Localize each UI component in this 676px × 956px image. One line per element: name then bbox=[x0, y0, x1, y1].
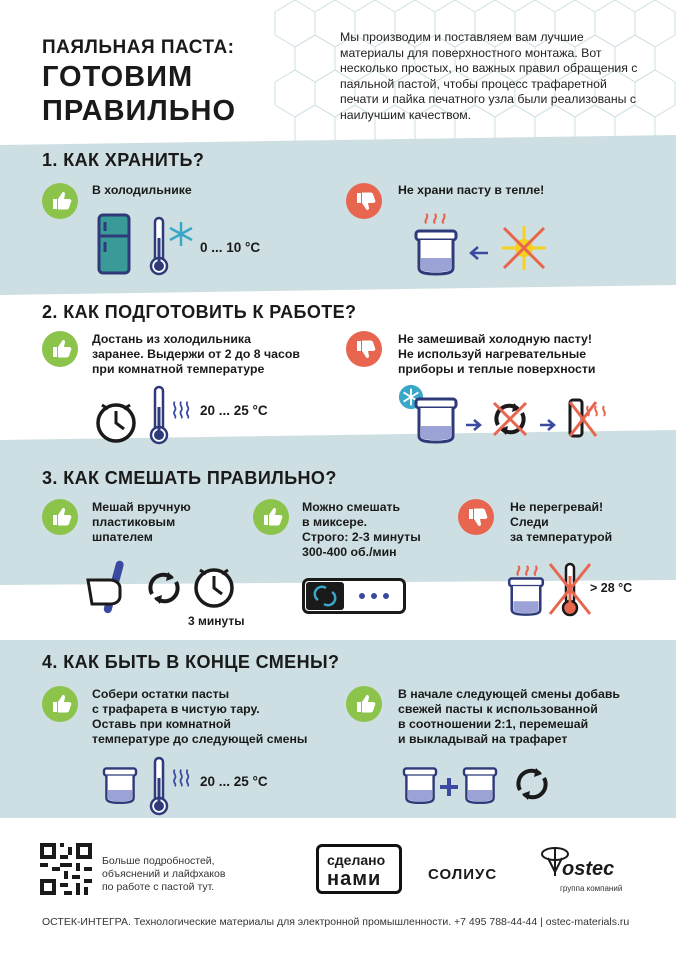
section-3-time: 3 минуты bbox=[188, 614, 245, 628]
title-line-2: ГОТОВИМ bbox=[42, 61, 194, 93]
section-4-good1-line-1: Собери остатки пасты bbox=[92, 687, 230, 701]
thumb-up-icon bbox=[42, 686, 78, 722]
thumb-down-icon bbox=[458, 499, 494, 535]
section-4-good2-line-2: свежей пасты к использованной bbox=[398, 702, 598, 716]
thermometer-icon bbox=[148, 756, 170, 816]
section-3-good1-line-2: пластиковым bbox=[92, 515, 176, 529]
section-3-bad-temp: > 28 °C bbox=[590, 581, 633, 595]
jar-icon bbox=[412, 228, 460, 278]
solius-logo: СОЛИУС bbox=[428, 866, 498, 883]
thumb-up-icon bbox=[42, 499, 78, 535]
clock-icon bbox=[94, 401, 138, 445]
thumb-down-icon bbox=[346, 183, 382, 219]
section-1-title: 1. КАК ХРАНИТЬ? bbox=[42, 150, 205, 170]
thumb-up-icon bbox=[253, 499, 289, 535]
more-info-text: Больше подробностей, объяснений и лайфхаков по работе с пастой тут. bbox=[102, 855, 226, 893]
rotate-icon bbox=[510, 762, 554, 806]
heat-waves-icon bbox=[172, 766, 194, 788]
section-3-bad-line-2: Следи bbox=[510, 515, 549, 529]
section-4-good2-line-4: и выкладывай на трафарет bbox=[398, 732, 568, 746]
section-3-good2-line-1: Можно смешать bbox=[302, 500, 401, 514]
section-4-good2-line-3: в соотношении 2:1, перемешай bbox=[398, 717, 589, 731]
sun-icon bbox=[498, 222, 550, 274]
section-2-temp: 20 ... 25 °C bbox=[200, 403, 268, 418]
section-4-title: 4. КАК БЫТЬ В КОНЦЕ СМЕНЫ? bbox=[42, 652, 340, 672]
fridge-icon bbox=[96, 212, 132, 278]
section-3-good1-line-1: Мешай вручную bbox=[92, 500, 191, 514]
section-3-good2-line-4: 300-400 об./мин bbox=[302, 545, 397, 559]
intro-text: Мы производим и поставляем вам лучшие материалы для поверхностного монтажа. Вот несколько простых, но важных правил обращения с паяльной пастой, чтобы процесс трафаретной печати и пайка печатного узла были реализованы с наилучшим качеством. bbox=[340, 30, 638, 122]
arrow-right-icon bbox=[538, 418, 558, 432]
section-4-temp: 20 ... 25 °C bbox=[200, 774, 268, 789]
section-1-temp: 0 ... 10 °C bbox=[200, 240, 261, 255]
thumb-up-icon bbox=[346, 686, 382, 722]
section-3-bad-line-1: Не перегревай! bbox=[510, 500, 604, 514]
thumb-up-icon bbox=[42, 183, 78, 219]
heater-icon bbox=[566, 396, 610, 440]
section-2-bad-line-1: Не замешивай холодную пасту! bbox=[398, 332, 592, 346]
jar-icon bbox=[412, 396, 460, 446]
thumb-up-icon bbox=[42, 331, 78, 367]
section-3-good2-line-3: Строго: 2-3 минуты bbox=[302, 530, 421, 544]
plus-icon bbox=[438, 776, 460, 798]
snowflake-icon bbox=[167, 220, 195, 248]
jar-icon bbox=[100, 766, 140, 806]
heat-waves-icon bbox=[422, 208, 448, 226]
no-fast-mix-icon bbox=[488, 397, 532, 441]
jar-icon bbox=[460, 766, 500, 806]
clock-icon bbox=[192, 566, 236, 610]
section-3-good2-line-2: в миксере. bbox=[302, 515, 368, 529]
section-2-title: 2. КАК ПОДГОТОВИТЬ К РАБОТЕ? bbox=[42, 302, 357, 322]
section-1-bad-text: Не храни пасту в тепле! bbox=[398, 183, 545, 197]
section-2-bad-line-3: приборы и теплые поверхности bbox=[398, 362, 596, 376]
ostec-logo: ostec bbox=[562, 858, 615, 880]
section-4-good1-line-2: с трафарета в чистую тару. bbox=[92, 702, 260, 716]
title-line-1: ПАЯЛЬНАЯ ПАСТА: bbox=[42, 37, 235, 58]
jar-icon bbox=[400, 766, 440, 806]
jar-icon bbox=[506, 576, 546, 618]
sdelano-nami-logo: сделано нами bbox=[316, 844, 402, 894]
section-1-good-text: В холодильнике bbox=[92, 183, 192, 197]
arrow-right-icon bbox=[464, 418, 484, 432]
section-3-bad-line-3: за температурой bbox=[510, 530, 613, 544]
section-2-good-line-1: Достань из холодильника bbox=[92, 332, 251, 346]
section-4-good1-line-4: температуре до следующей смены bbox=[92, 732, 308, 746]
section-2-good-line-2: заранее. Выдержи от 2 до 8 часов bbox=[92, 347, 300, 361]
qr-code[interactable] bbox=[40, 843, 92, 895]
footer-contacts: ОСТЕК-ИНТЕГРА. Технологические материалы для электронной промышленности. +7 495 788-44-44 | ostec-materials.ru bbox=[42, 916, 630, 928]
thermometer-icon bbox=[148, 385, 170, 445]
arrow-left-icon bbox=[468, 245, 490, 261]
section-3-good1-line-3: шпателем bbox=[92, 530, 153, 544]
thermometer-hot-icon bbox=[546, 560, 594, 618]
section-3-title: 3. КАК СМЕШАТЬ ПРАВИЛЬНО? bbox=[42, 468, 337, 488]
spatula-hand-icon bbox=[84, 558, 136, 616]
heat-waves-icon bbox=[172, 398, 194, 420]
section-4-good1-line-3: Оставь при комнатной bbox=[92, 717, 231, 731]
mixer-icon bbox=[302, 578, 406, 614]
thumb-down-icon bbox=[346, 331, 382, 367]
title-line-3: ПРАВИЛЬНО bbox=[42, 95, 237, 127]
rotate-icon bbox=[142, 566, 186, 610]
section-4-good2-line-1: В начале следующей смены добавь bbox=[398, 687, 620, 701]
section-2-bad-line-2: Не используй нагревательные bbox=[398, 347, 587, 361]
section-2-good-line-3: при комнатной температуре bbox=[92, 362, 265, 376]
ostec-logo-subtitle: группа компаний bbox=[560, 884, 623, 893]
